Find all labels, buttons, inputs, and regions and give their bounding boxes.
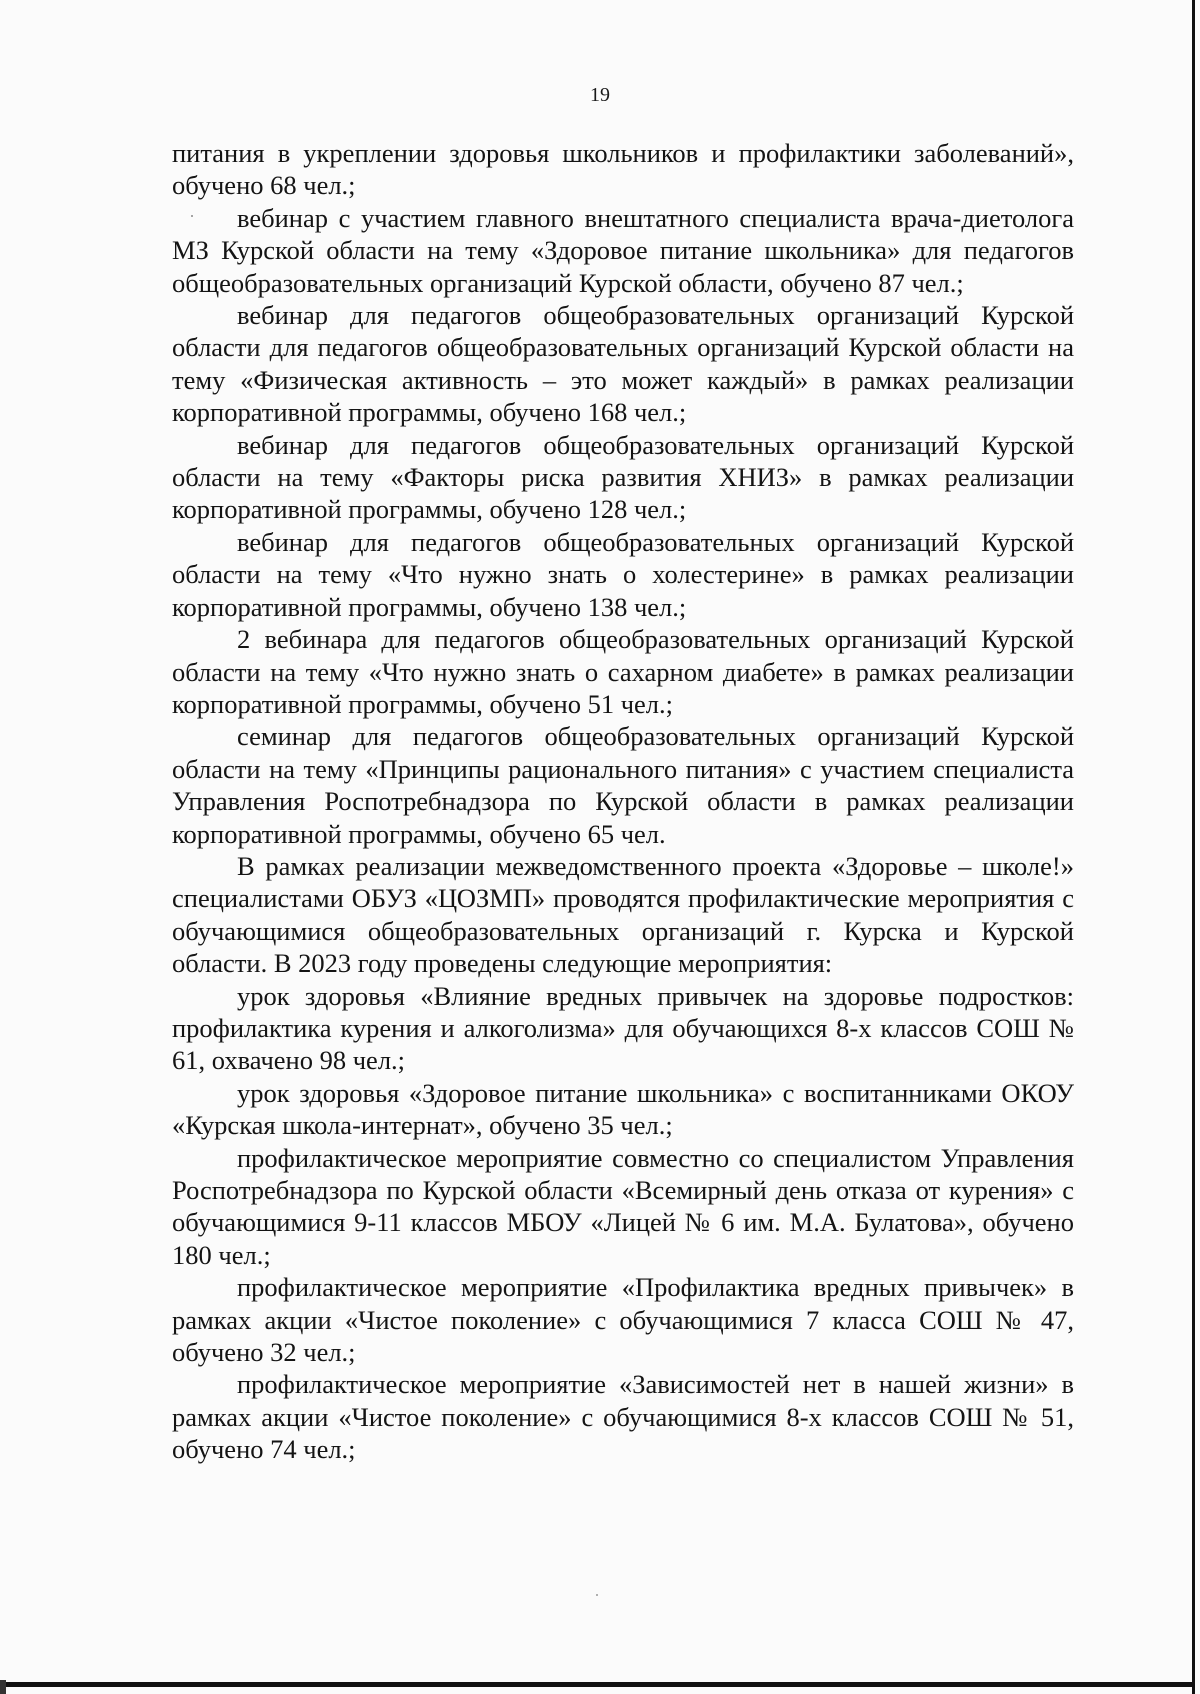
- document-body: [172, 137, 1074, 1466]
- paragraph-lesson-bad-habits: урок здоровья «Влияние вредных привычек на здоровье подростков: профилактика курения и алкоголизма» для обучающихся 8-х классов СОШ № 61, охвачено 98 чел.;: [172, 980, 1074, 1076]
- paragraph-webinars-diabetes: 2 вебинара для педагогов общеобразовательных организаций Курской области на тему «Что нужно знать о сахарном диабете» в рамках реализации корпоративной программы, обучено 51 чел.;: [172, 624, 1074, 719]
- scan-edge-right: [1192, 0, 1195, 1694]
- scan-edge-corner: [0, 1680, 6, 1694]
- scan-speck: [191, 215, 193, 217]
- paragraph-project-intro: В рамках реализации межведомственного проекта «Здоровье – школе!» специалистами ОБУЗ «ЦОЗМП» проводятся профилактические мероприятия с обучающимися общеобразовательных организаций г. Курска и Курской области. В 2023 году проведены следующие мероприятия:: [172, 850, 1074, 979]
- page-number: 19: [590, 84, 610, 106]
- paragraph-webinar-cholesterol: вебинар для педагогов общеобразовательных организаций Курской области на тему «Что нужно знать о холестерине» в рамках реализации корпоративной программы, обучено 138 чел.;: [172, 526, 1074, 622]
- scan-edge-bottom: [0, 1682, 1195, 1687]
- paragraph-seminar-nutrition: семинар для педагогов общеобразовательных организаций Курской области на тему «Принципы рационального питания» с участием специалиста Управления Роспотребнадзора по Курской области в рамках реализации корпоративной программы, обучено 65 чел.: [172, 721, 1074, 849]
- paragraph-webinar-physical-activity: вебинар для педагогов общеобразовательных организаций Курской области для педагогов общеобразовательных организаций Курской области на тему «Физическая активность – это может каждый» в рамках реализации корпоративной программы, обучено 168 чел.;: [172, 300, 1074, 428]
- paragraph-event-no-addictions: профилактическое мероприятие «Зависимостей нет в нашей жизни» в рамках акции «Чистое поколение» с обучающимися 8-х классов СОШ № 51, обучено 74 чел.;: [172, 1369, 1074, 1465]
- paragraph-event-bad-habits-prevention: профилактическое мероприятие «Профилактика вредных привычек» в рамках акции «Чистое поколение» с обучающимися 7 класса СОШ № 47, обучено 32 чел.;: [172, 1272, 1074, 1368]
- paragraph-webinar-chief-dietitian: вебинар с участием главного внештатного специалиста врача-диетолога МЗ Курской области на тему «Здоровое питание школьника» для педагогов общеобразовательных организаций Курской области, обучено 87 чел.;: [172, 202, 1074, 298]
- scan-speck: [596, 1594, 598, 1596]
- paragraph-event-no-smoking-day: профилактическое мероприятие совместно со специалистом Управления Роспотребнадзора по Курской области «Всемирный день отказа от курения» с обучающимися 9-11 классов МБОУ «Лицей № 6 им. М.А. Булатова», обучено 180 чел.;: [172, 1142, 1074, 1270]
- paragraph-continuation: питания в укреплении здоровья школьников и профилактики заболеваний», обучено 68 чел.;: [172, 138, 1074, 201]
- paragraph-webinar-risk-factors: вебинар для педагогов общеобразовательных организаций Курской области на тему «Факторы риска развития ХНИЗ» в рамках реализации корпоративной программы, обучено 128 чел.;: [172, 429, 1074, 525]
- paragraph-lesson-healthy-eating: урок здоровья «Здоровое питание школьника» с воспитанниками ОКОУ «Курская школа-интернат», обучено 35 чел.;: [172, 1077, 1074, 1141]
